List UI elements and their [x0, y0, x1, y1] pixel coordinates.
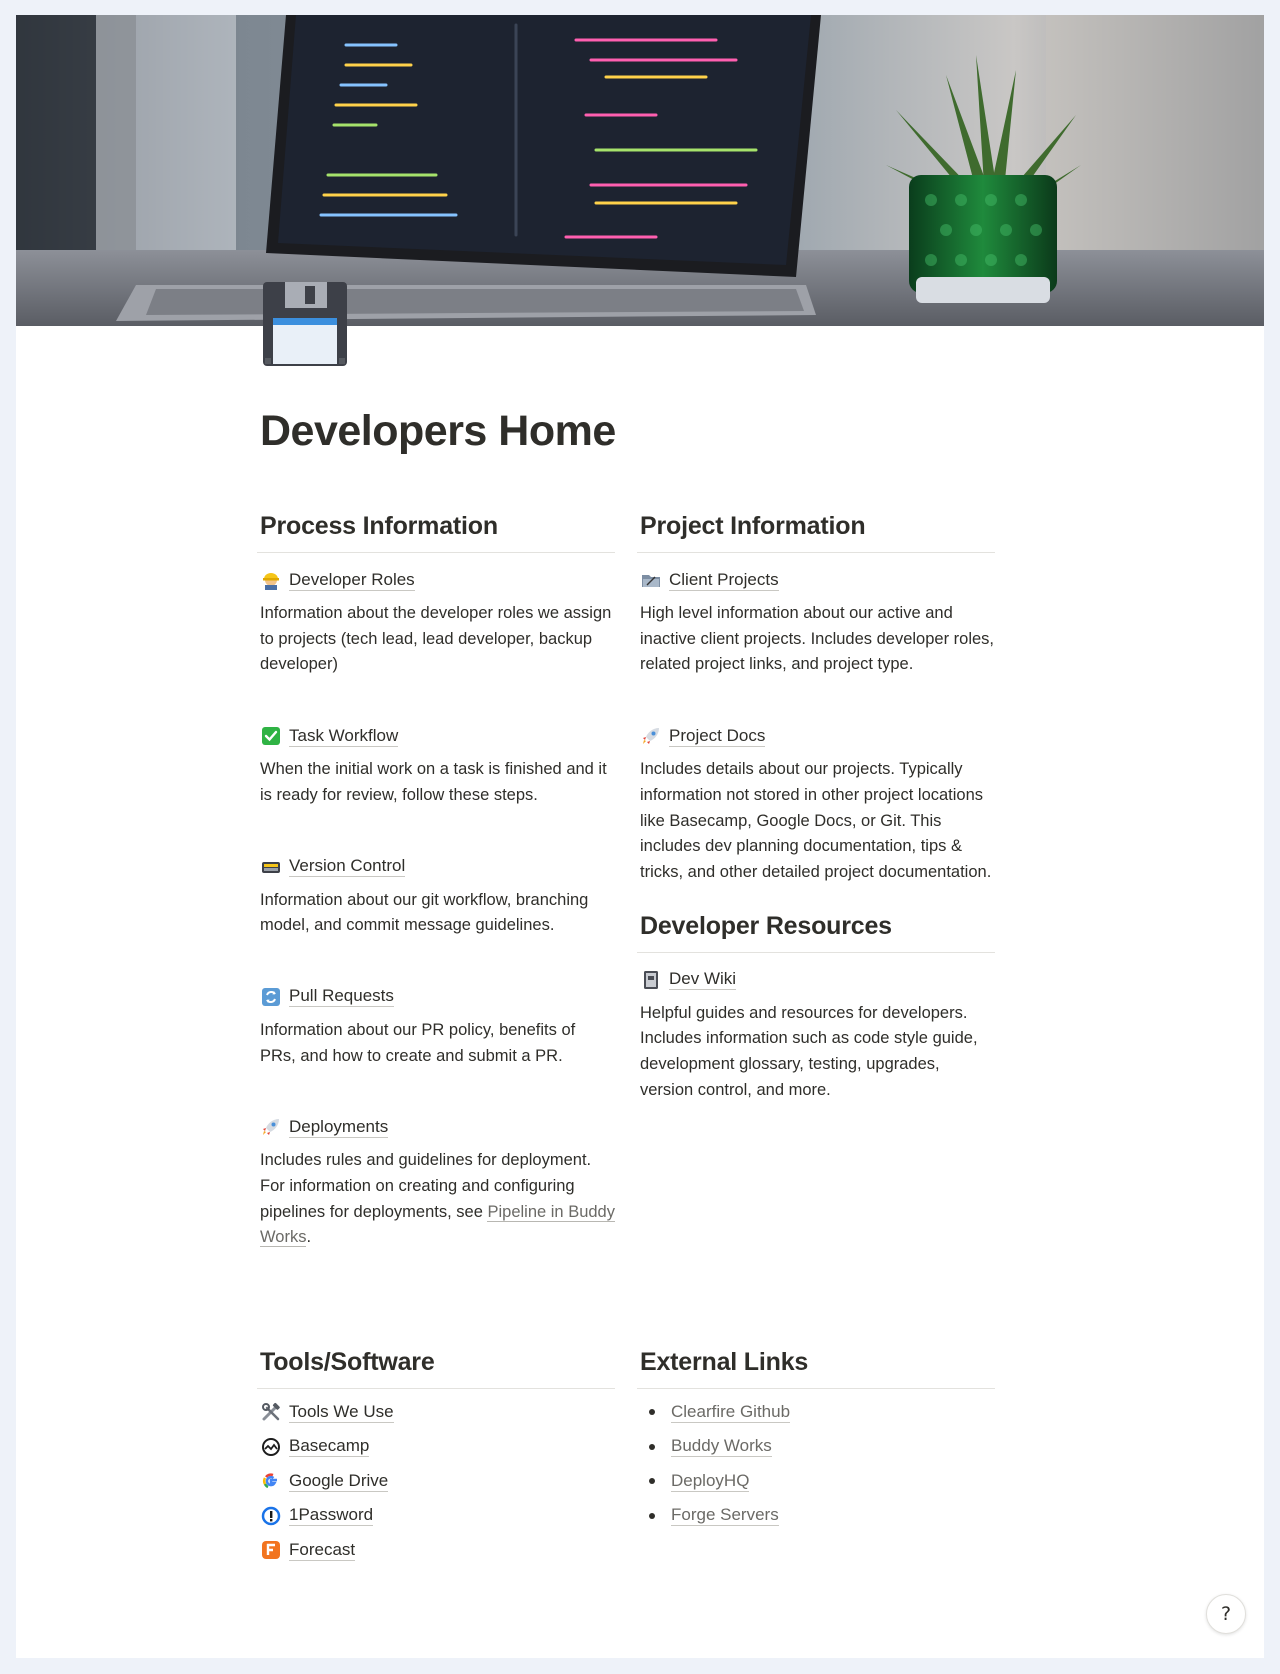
tool-item-google-drive[interactable]: [260, 1464, 615, 1499]
list-item: [637, 1430, 995, 1465]
developer-roles-description: Information about the developer roles we assign to projects (tech lead, lead developer, backup developer): [260, 604, 612, 674]
list-item: [637, 1464, 995, 1499]
item-task-workflow[interactable]: [257, 723, 615, 808]
item-developer-roles[interactable]: [257, 567, 615, 678]
external-links-column: [637, 1348, 995, 1533]
card-index-icon: [260, 856, 282, 878]
list-item: [637, 1499, 995, 1534]
bullet: [649, 1513, 655, 1519]
google-drive-link[interactable]: Google Drive: [289, 1470, 389, 1490]
hammer-wrench-icon: [260, 1401, 282, 1423]
tool-item-basecamp[interactable]: [260, 1430, 615, 1465]
tool-item-tools-we-use[interactable]: [260, 1395, 615, 1430]
external-links-list: [637, 1395, 995, 1533]
item-pull-requests[interactable]: [257, 984, 615, 1069]
deployments-description-text: Includes rules and guidelines for deployment. For information on creating and configuring pipelines for deployments, see: [260, 1151, 592, 1221]
basecamp-link[interactable]: Basecamp: [289, 1436, 370, 1456]
tool-item-forecast[interactable]: [260, 1533, 615, 1568]
bullet: [649, 1444, 655, 1450]
pull-requests-description: Information about our PR policy, benefits of PRs, and how to create and submit a PR.: [260, 1020, 576, 1065]
rocket-icon: [640, 725, 662, 747]
clearfire-github-link[interactable]: Clearfire Github: [671, 1401, 791, 1421]
process-information-heading: Process Information: [257, 512, 615, 553]
check-mark-icon: [260, 725, 282, 747]
task-workflow-link[interactable]: Task Workflow: [289, 725, 399, 745]
deployments-link[interactable]: Deployments: [289, 1116, 389, 1136]
page-canvas: [16, 15, 1264, 1658]
list-item: [637, 1395, 995, 1430]
client-projects-link[interactable]: Client Projects: [669, 569, 779, 589]
1password-link[interactable]: 1Password: [289, 1505, 374, 1525]
tools-we-use-link[interactable]: Tools We Use: [289, 1401, 394, 1421]
tools-software-heading: Tools/Software: [257, 1348, 615, 1389]
project-docs-link[interactable]: Project Docs: [669, 725, 766, 745]
rocket-icon: [260, 1116, 282, 1138]
construction-worker-icon: [260, 569, 282, 591]
tools-software-column: [257, 1348, 615, 1568]
pipeline-buddy-works-link[interactable]: Pipeline in Buddy Works: [260, 1202, 615, 1247]
bullet: [649, 1478, 655, 1484]
cover-image: [16, 15, 1264, 326]
help-button[interactable]: ?: [1206, 1594, 1246, 1634]
process-information-column: [257, 512, 615, 1296]
project-docs-description: Includes details about our projects. Typically information not stored in other project locations like Basecamp, Google Docs, or Git. This includes dev planning documentation, tips & tricks, and other detailed project documentation.: [640, 760, 992, 881]
deployhq-link[interactable]: DeployHQ: [671, 1470, 750, 1490]
project-information-heading: Project Information: [637, 512, 995, 553]
tool-item-1password[interactable]: [260, 1499, 615, 1534]
arrows-cycle-icon: [260, 986, 282, 1008]
floppy-disk-icon[interactable]: [261, 280, 349, 368]
notebook-icon: [640, 969, 662, 991]
bullet: [649, 1409, 655, 1415]
item-dev-wiki[interactable]: [637, 967, 995, 1104]
google-icon: [260, 1470, 282, 1492]
task-workflow-description: When the initial work on a task is finished and it is ready for review, follow these steps.: [260, 760, 607, 804]
version-control-description: Information about our git workflow, branching model, and commit message guidelines.: [260, 890, 589, 935]
dev-wiki-description: Helpful guides and resources for developers. Includes information such as code style guide, development glossary, testing, upgrades, version control, and more.: [640, 1003, 978, 1099]
project-information-column: [637, 512, 995, 1148]
forge-servers-link[interactable]: Forge Servers: [671, 1505, 779, 1525]
folder-icon: [640, 569, 662, 591]
version-control-link[interactable]: Version Control: [289, 856, 406, 876]
client-projects-description: High level information about our active and inactive client projects. Includes developer roles, related project links, and project type.: [640, 604, 995, 674]
external-links-heading: External Links: [637, 1348, 995, 1389]
developer-resources-heading: Developer Resources: [637, 912, 995, 953]
forecast-icon: [260, 1539, 282, 1561]
dev-wiki-link[interactable]: Dev Wiki: [669, 969, 737, 989]
item-client-projects[interactable]: [637, 567, 995, 678]
developer-roles-link[interactable]: Developer Roles: [289, 569, 415, 589]
item-version-control[interactable]: [257, 854, 615, 939]
page-title: Developers Home: [260, 407, 616, 455]
item-project-docs[interactable]: [637, 723, 995, 886]
forecast-link[interactable]: Forecast: [289, 1539, 356, 1559]
buddy-works-link[interactable]: Buddy Works: [671, 1436, 772, 1456]
deployments-description: [260, 1148, 615, 1251]
pull-requests-link[interactable]: Pull Requests: [289, 986, 394, 1006]
item-deployments[interactable]: [257, 1114, 615, 1251]
1password-icon: [260, 1505, 282, 1527]
deployments-description-end: .: [306, 1228, 312, 1247]
basecamp-icon: [260, 1436, 282, 1458]
